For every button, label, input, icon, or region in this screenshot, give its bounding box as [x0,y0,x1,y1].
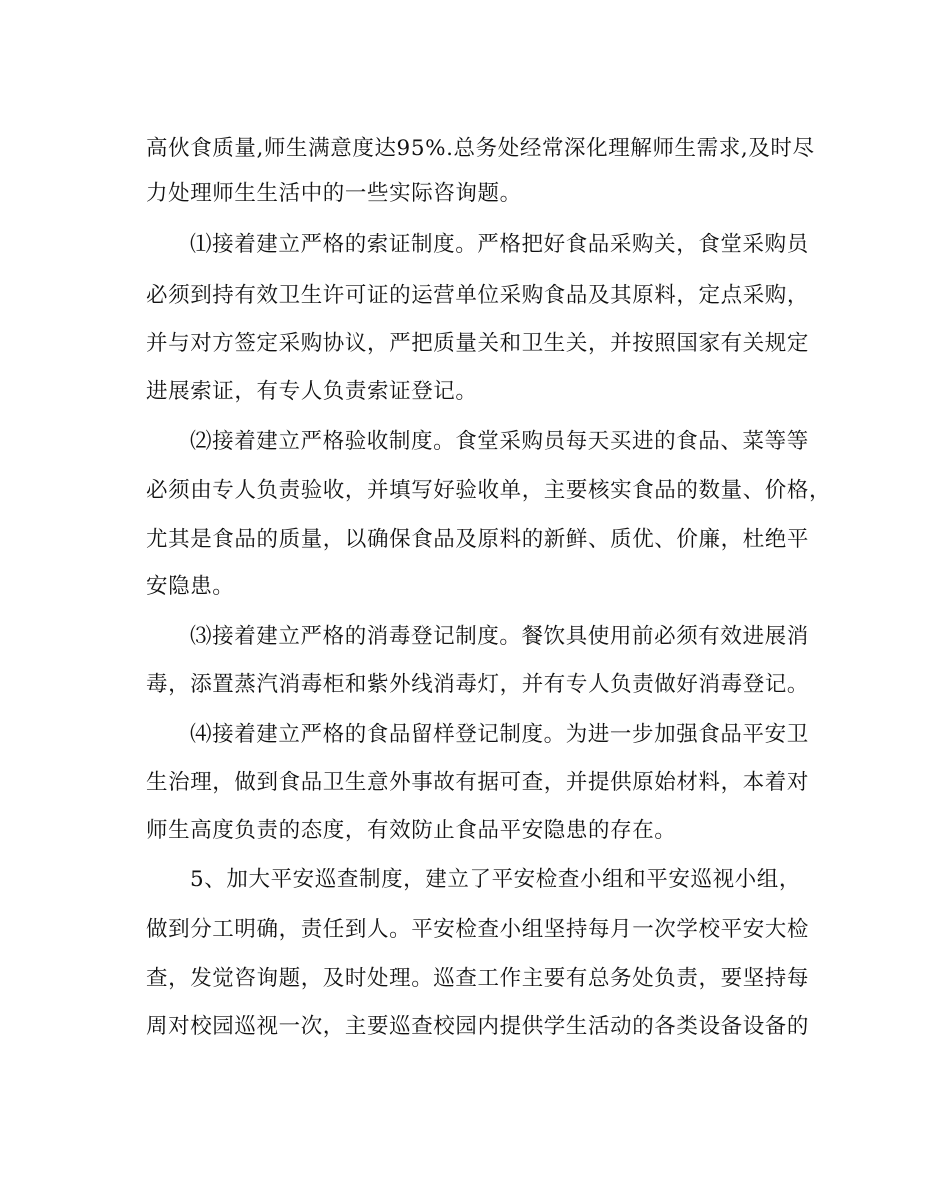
text-line-4: 必须到持有效卫生许可证的运营单位采购食品及其原料，定点采购， [146,283,810,308]
text-line-11: ⑶接着建立严格的消毒登记制度。餐饮具使用前必须有效进展消 [190,624,809,649]
text-line-16: 5、加大平安巡查制度，建立了平安检查小组和平安巡视小组， [190,867,801,892]
text-line-6: 进展索证，有专人负责索证登记。 [146,379,478,404]
text-line-14: 生治理，做到食品卫生意外事故有据可查，并提供原始材料，本着对 [146,770,810,795]
text-line-13: ⑷接着建立严格的食品留样登记制度。为进一步加强食品平安卫 [190,722,809,747]
text-line-19: 周对校园巡视一次，主要巡查校园内提供学生活动的各类设备设备的 [146,1014,810,1039]
text-line-5: 并与对方签定采购协议，严把质量关和卫生关，并按照国家有关规定 [146,331,810,356]
text-line-18: 查，发觉咨询题，及时处理。巡查工作主要有总务处负责，要坚持每 [146,966,810,991]
text-line-17: 做到分工明确，责任到人。平安检查小组坚持每月一次学校平安大检 [146,917,810,942]
text-line-9: 尤其是食品的质量，以确保食品及原料的新鲜、质优、价廉，杜绝平 [146,527,810,552]
text-line-1: 高伙食质量,师生满意度达95%.总务处经常深化理解师生需求,及时尽 [146,136,815,161]
text-line-7: ⑵接着建立严格验收制度。食堂采购员每天买进的食品、菜等等 [190,429,809,454]
text-line-12: 毒，添置蒸汽消毒柜和紫外线消毒灯，并有专人负责做好消毒登记。 [146,672,810,697]
text-line-10: 安隐患。 [146,574,235,599]
text-line-3: ⑴接着建立严格的索证制度。严格把好食品采购关，食堂采购员 [190,232,809,257]
text-line-15: 师生高度负责的态度，有效防止食品平安隐患的存在。 [146,818,677,843]
text-line-2: 力处理师生生活中的一些实际咨询题。 [146,181,522,206]
text-line-8: 必须由专人负责验收，并填写好验收单，主要核实食品的数量、价格， [146,478,832,503]
